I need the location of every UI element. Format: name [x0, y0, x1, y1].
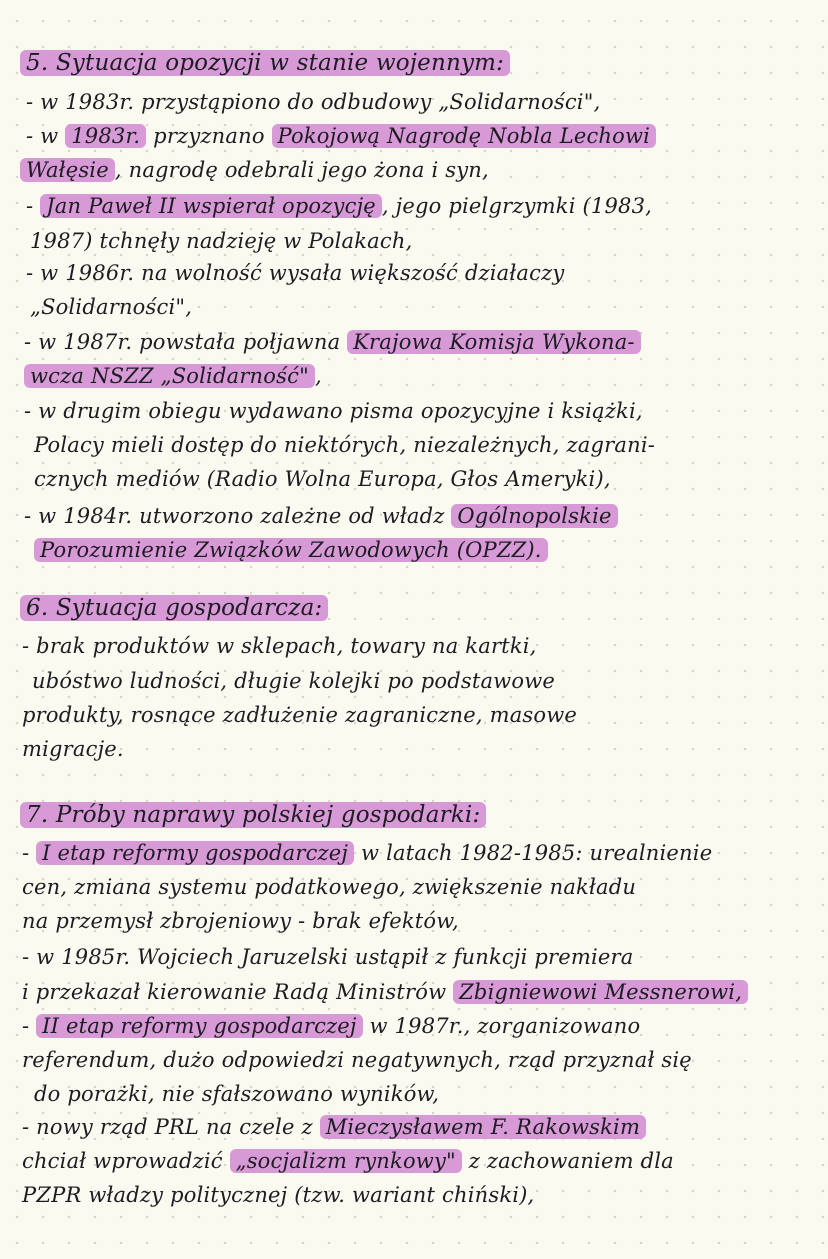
note-text: Polacy mieli dostęp do niektórych, niezależnych, zagrani-	[34, 433, 656, 457]
note-line	[22, 1178, 828, 1212]
highlighted-text: Jan Paweł II wspierał opozycję	[40, 194, 382, 218]
note-line	[24, 359, 828, 393]
note-text: cen, zmiana systemu podatkowego, zwiększenie nakładu	[22, 875, 637, 899]
note-line	[34, 533, 828, 567]
highlighted-text: I etap reformy gospodarczej	[36, 841, 354, 865]
highlighted-text: Zbigniewowi Messnerowi,	[453, 980, 748, 1004]
highlighted-heading-text: 7. Próby naprawy polskiej gospodarki:	[20, 802, 486, 828]
note-text: , nagrodę odebrali jego żona i syn,	[114, 158, 489, 182]
note-line	[34, 428, 828, 462]
note-line	[22, 1043, 828, 1077]
note-text: „Solidarności",	[30, 295, 193, 319]
highlighted-text: Ogólnopolskie	[451, 504, 617, 528]
note-line	[22, 904, 828, 938]
note-line	[34, 462, 828, 496]
note-line	[22, 1144, 828, 1178]
note-line	[22, 836, 828, 870]
highlighted-heading-text: 6. Sytuacja gospodarcza:	[20, 595, 328, 621]
note-text: - w 1986r. na wolność wysała większość działaczy	[26, 261, 565, 285]
highlighted-text: wcza NSZZ „Solidarność"	[24, 364, 315, 388]
note-line	[20, 153, 828, 187]
note-text: na przemysł zbrojeniowy - brak efektów,	[22, 909, 459, 933]
highlighted-text: Krajowa Komisja Wykona-	[347, 330, 641, 354]
note-text: do porażki, nie sfałszowano wyników,	[34, 1082, 440, 1106]
highlighted-text: Wałęsie	[20, 158, 115, 182]
note-line	[26, 189, 828, 223]
note-text: - w 1985r. Wojciech Jaruzelski ustąpił z funkcji premiera	[22, 945, 634, 969]
note-text: ,	[314, 364, 322, 388]
note-line	[26, 256, 828, 290]
note-line	[22, 870, 828, 904]
note-text: -	[26, 194, 41, 218]
note-text: chciał wprowadzić	[22, 1149, 230, 1173]
note-line	[22, 629, 828, 663]
note-text: produkty, rosnące zadłużenie zagraniczne, masowe	[22, 703, 578, 727]
note-line	[22, 732, 828, 766]
highlighted-text: Pokojową Nagrodę Nobla Lechowi	[272, 124, 657, 148]
section-heading	[20, 591, 828, 625]
note-line	[24, 325, 828, 359]
note-text: z zachowaniem dla	[461, 1149, 674, 1173]
note-text: ubóstwo ludności, długie kolejki po podstawowe	[32, 669, 556, 693]
note-text: - brak produktów w sklepach, towary na kartki,	[22, 634, 537, 658]
note-text: -	[22, 1014, 37, 1038]
note-line	[24, 499, 828, 533]
note-text: przyznano	[146, 124, 272, 148]
note-line	[26, 85, 828, 119]
note-text: - w	[26, 124, 66, 148]
highlighted-text: II etap reformy gospodarczej	[36, 1014, 362, 1038]
highlighted-text: „socjalizm rynkowy"	[230, 1149, 462, 1173]
note-text: - nowy rząd PRL na czele z	[22, 1115, 320, 1139]
note-line	[22, 975, 828, 1009]
highlighted-heading-text: 5. Sytuacja opozycji w stanie wojennym:	[20, 50, 510, 76]
note-text: - w drugim obiegu wydawano pisma opozycyjne i książki,	[24, 399, 643, 423]
section-heading	[20, 798, 828, 832]
highlighted-text: Mieczysławem F. Rakowskim	[320, 1115, 646, 1139]
note-line	[30, 224, 828, 258]
note-text: , jego pielgrzymki (1983,	[381, 194, 653, 218]
note-line	[34, 1077, 828, 1111]
note-line	[22, 698, 828, 732]
note-line	[32, 664, 828, 698]
note-text: 1987) tchnęły nadzieję w Polakach,	[30, 229, 413, 253]
note-line	[22, 1009, 828, 1043]
note-line	[22, 1110, 828, 1144]
note-text: referendum, dużo odpowiedzi negatywnych, rząd przyznał się	[22, 1048, 692, 1072]
note-line	[30, 290, 828, 324]
note-text: - w 1987r. powstała połjawna	[24, 330, 348, 354]
note-text: - w 1983r. przystąpiono do odbudowy „Solidarności",	[26, 90, 601, 114]
note-text: -	[22, 841, 37, 865]
note-line	[22, 940, 828, 974]
note-text: w 1987r., zorganizowano	[362, 1014, 641, 1038]
note-text: migracje.	[22, 737, 124, 761]
note-text: w latach 1982-1985: urealnienie	[354, 841, 713, 865]
note-line	[26, 119, 828, 153]
highlighted-text: 1983r.	[65, 124, 146, 148]
note-line	[24, 394, 828, 428]
note-text: PZPR władzy politycznej (tzw. wariant chiński),	[22, 1183, 535, 1207]
note-text: cznych mediów (Radio Wolna Europa, Głos Ameryki),	[34, 467, 611, 491]
note-text: - w 1984r. utworzono zależne od władz	[24, 504, 452, 528]
highlighted-text: Porozumienie Związków Zawodowych (OPZZ).	[34, 538, 548, 562]
section-heading	[20, 46, 828, 80]
note-text: i przekazał kierowanie Radą Ministrów	[22, 980, 454, 1004]
